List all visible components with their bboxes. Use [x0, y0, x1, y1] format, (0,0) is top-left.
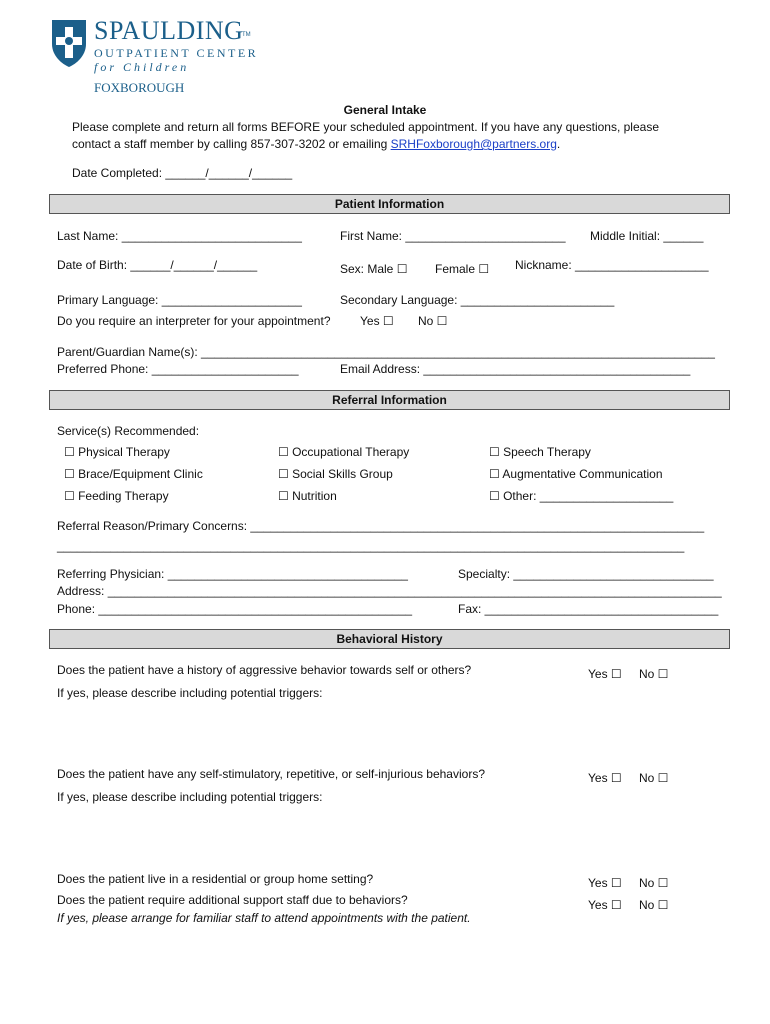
- q1-no-checkbox[interactable]: No ☐: [639, 667, 669, 681]
- self-stimulatory-question: Does the patient have any self-stimulatory, repetitive, or self-injurious behaviors?: [57, 767, 485, 781]
- service-feeding-therapy[interactable]: ☐ Feeding Therapy: [64, 489, 169, 503]
- q2-yes-checkbox[interactable]: Yes ☐: [588, 771, 622, 785]
- dob-field[interactable]: Date of Birth: ______/______/______: [57, 258, 258, 272]
- referral-reason-line2[interactable]: ______________________________________________________________________________________________: [57, 539, 685, 553]
- interpreter-question: Do you require an interpreter for your appointment?: [57, 314, 331, 328]
- secondary-language-field[interactable]: Secondary Language: _______________________: [340, 293, 615, 307]
- email-address-field[interactable]: Email Address: ________________________________________: [340, 362, 691, 376]
- logo-name: SPAULDING: [94, 16, 244, 45]
- service-occupational-therapy[interactable]: ☐ Occupational Therapy: [278, 445, 410, 459]
- aggressive-behavior-question: Does the patient have a history of aggressive behavior towards self or others?: [57, 663, 472, 677]
- intro-line2: [72, 137, 560, 151]
- logo-line1: OUTPATIENT CENTER: [94, 46, 259, 60]
- logo-tm: TM: [242, 32, 251, 38]
- interpreter-no-checkbox[interactable]: No ☐: [418, 314, 448, 328]
- primary-language-field[interactable]: Primary Language: _____________________: [57, 293, 302, 307]
- sex-male-checkbox[interactable]: Sex: Male ☐: [340, 262, 408, 276]
- interpreter-yes-checkbox[interactable]: Yes ☐: [360, 314, 394, 328]
- middle-initial-field[interactable]: Middle Initial: ______: [590, 229, 704, 243]
- intro-line1: Please complete and return all forms BEFORE your scheduled appointment. If you have any questions, please: [72, 120, 659, 134]
- residential-question: Does the patient live in a residential or group home setting?: [57, 872, 374, 886]
- shield-cross-icon: [50, 18, 88, 68]
- services-label: Service(s) Recommended:: [57, 424, 200, 438]
- q3-yes-checkbox[interactable]: Yes ☐: [588, 876, 622, 890]
- q1-followup: If yes, please describe including potential triggers:: [57, 686, 323, 700]
- service-nutrition[interactable]: ☐ Nutrition: [278, 489, 337, 503]
- patient-info-header: Patient Information: [49, 194, 730, 214]
- guardian-name-field[interactable]: Parent/Guardian Name(s): _____________________________________________________________________________: [57, 345, 715, 359]
- last-name-field[interactable]: Last Name: ___________________________: [57, 229, 302, 243]
- address-field[interactable]: Address: ____________________________________________________________________________________________: [57, 584, 722, 598]
- service-speech-therapy[interactable]: ☐ Speech Therapy: [489, 445, 591, 459]
- service-social-skills[interactable]: ☐ Social Skills Group: [278, 467, 393, 481]
- date-completed-field[interactable]: Date Completed: ______/______/______: [72, 166, 293, 180]
- spaulding-logo: [50, 14, 260, 98]
- intro-line2-text: contact a staff member by calling 857-307-3202 or emailing: [72, 137, 391, 151]
- first-name-field[interactable]: First Name: ________________________: [340, 229, 566, 243]
- q2-followup: If yes, please describe including potential triggers:: [57, 790, 323, 804]
- service-other[interactable]: ☐ Other: ____________________: [489, 489, 674, 503]
- support-staff-note: If yes, please arrange for familiar staff to attend appointments with the patient.: [57, 911, 471, 925]
- form-title: General Intake: [343, 103, 427, 117]
- q3-no-checkbox[interactable]: No ☐: [639, 876, 669, 890]
- preferred-phone-field[interactable]: Preferred Phone: ______________________: [57, 362, 299, 376]
- q4-no-checkbox[interactable]: No ☐: [639, 898, 669, 912]
- fax-field[interactable]: Fax: ___________________________________: [458, 602, 719, 616]
- email-link[interactable]: SRHFoxborough@partners.org: [390, 137, 557, 151]
- referring-physician-field[interactable]: Referring Physician: ____________________________________: [57, 567, 408, 581]
- logo-location: FOXBOROUGH: [94, 80, 185, 95]
- q4-yes-checkbox[interactable]: Yes ☐: [588, 898, 622, 912]
- service-physical-therapy[interactable]: ☐ Physical Therapy: [64, 445, 170, 459]
- specialty-field[interactable]: Specialty: ______________________________: [458, 567, 714, 581]
- physician-phone-field[interactable]: Phone: _______________________________________________: [57, 602, 413, 616]
- q2-no-checkbox[interactable]: No ☐: [639, 771, 669, 785]
- intro-line2-end: .: [556, 137, 561, 151]
- behavioral-history-header: Behavioral History: [49, 629, 730, 649]
- sex-female-checkbox[interactable]: Female ☐: [435, 262, 490, 276]
- support-staff-question: Does the patient require additional support staff due to behaviors?: [57, 893, 408, 907]
- nickname-field[interactable]: Nickname: ____________________: [515, 258, 709, 272]
- service-brace-equipment[interactable]: ☐ Brace/Equipment Clinic: [64, 467, 203, 481]
- q1-yes-checkbox[interactable]: Yes ☐: [588, 667, 622, 681]
- logo-line2: for Children: [94, 60, 190, 74]
- referral-info-header: Referral Information: [49, 390, 730, 410]
- service-augmentative-communication[interactable]: ☐ Augmentative Communication: [489, 467, 663, 481]
- referral-reason-field[interactable]: Referral Reason/Primary Concerns: ____________________________________________________________________: [57, 519, 705, 533]
